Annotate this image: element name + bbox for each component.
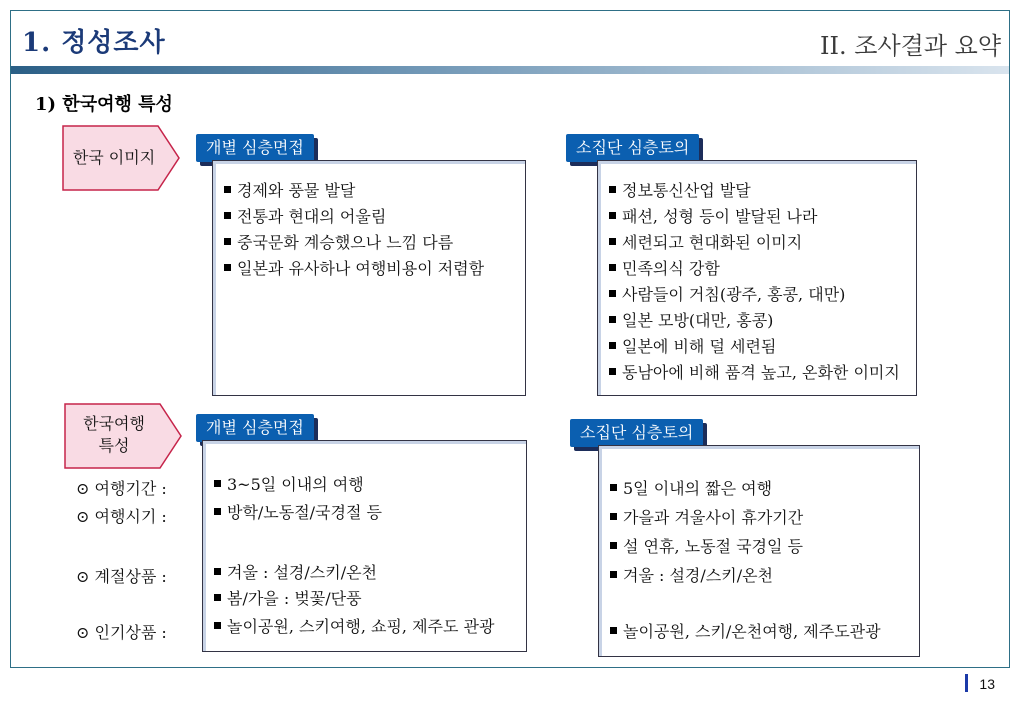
list-item: 중국문화 계승했으나 느낌 다름	[224, 230, 484, 256]
list-item: 놀이공원, 스키여행, 쇼핑, 제주도 관광	[214, 614, 494, 640]
chapter-subtitle: II. 조사결과 요약	[820, 32, 1001, 60]
list-item: 방학/노동절/국경절 등	[214, 500, 494, 560]
list-item: 정보통신산업 발달	[609, 178, 900, 204]
group-discussion-list-2	[610, 476, 881, 645]
group-discussion-list	[609, 178, 900, 386]
list-item: 겨울 : 설경/스키/온천	[214, 560, 494, 586]
page-marker	[965, 674, 968, 692]
label-season: ⊙ 여행시기 :	[76, 507, 167, 526]
tab-individual-interview-2: 개별 심층면접	[196, 414, 314, 442]
list-item: 동남아에 비해 품격 높고, 온화한 이미지	[609, 360, 900, 386]
list-item: 설 연휴, 노동절 국경일 등	[610, 534, 881, 563]
list-item: 일본과 유사하나 여행비용이 저렴함	[224, 256, 484, 282]
page-number: 13	[979, 676, 995, 692]
tab-individual-interview: 개별 심층면접	[196, 134, 314, 162]
individual-interview-list-2	[214, 472, 494, 640]
section-heading: 1) 한국여행 특성	[35, 94, 173, 115]
list-item: 일본에 비해 덜 세련됨	[609, 334, 900, 360]
individual-interview-list	[224, 178, 484, 282]
list-item: 놀이공원, 스키/온천여행, 제주도관광	[610, 619, 881, 645]
tab-group-discussion: 소집단 심층토의	[566, 134, 699, 162]
list-item: 민족의식 강함	[609, 256, 900, 282]
label-seasonal-product: ⊙ 계절상품 :	[76, 567, 167, 586]
label-duration: ⊙ 여행기간 :	[76, 479, 167, 498]
list-item: 봄/가을 : 벚꽃/단풍	[214, 586, 494, 614]
list-item: 패션, 성형 등이 발달된 나라	[609, 204, 900, 230]
list-item: 일본 모방(대만, 홍콩)	[609, 308, 900, 334]
list-item: 5일 이내의 짧은 여행	[610, 476, 881, 505]
list-item: 경제와 풍물 발달	[224, 178, 484, 204]
list-item: 사람들이 거침(광주, 홍콩, 대만)	[609, 282, 900, 308]
travel-traits-tag-label	[64, 413, 164, 457]
tab-group-discussion-2: 소집단 심층토의	[570, 419, 703, 447]
tag-line-2: 특성	[98, 436, 130, 455]
title-divider-bar	[11, 66, 1009, 74]
korea-image-tag-label: 한국 이미지	[72, 148, 156, 167]
list-item: 3~5일 이내의 여행	[214, 472, 494, 500]
tag-line-1: 한국여행	[83, 414, 145, 433]
page-title: 1. 정성조사	[22, 28, 166, 58]
list-item: 가을과 겨울사이 휴가기간	[610, 505, 881, 534]
list-item: 전통과 현대의 어울림	[224, 204, 484, 230]
list-item: 겨울 : 설경/스키/온천	[610, 563, 881, 619]
list-item: 세련되고 현대화된 이미지	[609, 230, 900, 256]
label-popular-product: ⊙ 인기상품 :	[76, 623, 167, 642]
